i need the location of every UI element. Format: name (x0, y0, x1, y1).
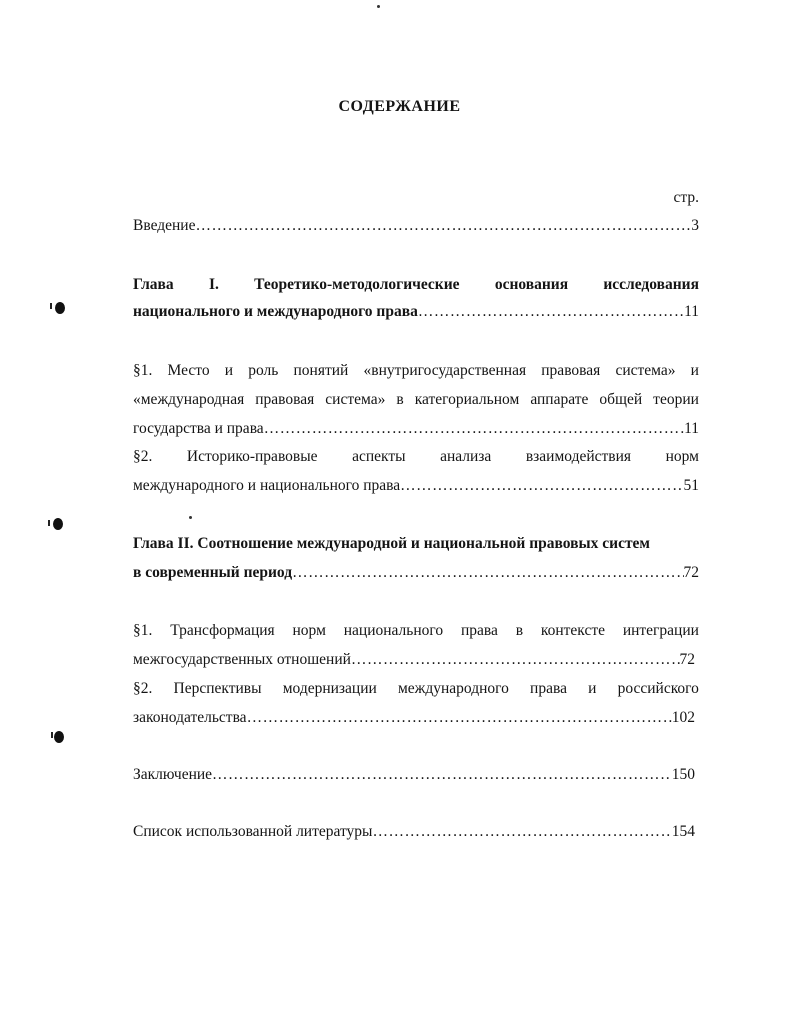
word: аппарате (530, 391, 589, 408)
toc-ch1-sec1-line3[interactable] (133, 419, 699, 439)
word: норм (292, 622, 326, 639)
toc-entry-page: 150 (671, 766, 695, 783)
toc-entry-bibliography[interactable] (133, 822, 695, 842)
dot-leader (264, 419, 684, 439)
word: российского (617, 680, 699, 697)
word: и (588, 680, 597, 697)
toc-ch2-sec1-line2[interactable] (133, 650, 695, 670)
word: национального (343, 622, 444, 639)
toc-ch1-sec2-line1[interactable] (133, 447, 699, 467)
binding-hole-mark (54, 731, 64, 743)
toc-entry-page: 3 (691, 217, 699, 234)
toc-entry-conclusion[interactable] (133, 765, 695, 785)
scan-tick (50, 303, 52, 309)
word: Место (167, 362, 210, 379)
word: в (396, 391, 404, 408)
word: норм (665, 448, 699, 465)
toc-entry-page: 11 (684, 420, 699, 437)
word: Трансформация (170, 622, 275, 639)
toc-entry-page: 102 (671, 709, 695, 726)
word: в (515, 622, 524, 639)
word: исследования (603, 276, 699, 293)
word: категориальном (414, 391, 520, 408)
word: Перспективы (173, 680, 262, 697)
toc-ch1-sec2-line2[interactable] (133, 476, 699, 496)
toc-title: СОДЕРЖАНИЕ (338, 98, 461, 115)
word: права (460, 622, 498, 639)
toc-entry-text: Список использованной литературы (133, 823, 373, 840)
toc-entry-text: национального и международного права (133, 303, 418, 320)
binding-hole-mark (55, 302, 65, 314)
word: §1. (133, 362, 153, 379)
toc-entry-text: государства и права (133, 420, 264, 437)
toc-entry-page: 72 (683, 564, 699, 581)
toc-entry-text: в современный период (133, 564, 293, 581)
dot-leader (372, 822, 671, 842)
word: §2. (133, 680, 153, 697)
toc-chapter2-line2[interactable] (133, 563, 699, 583)
dot-leader (292, 563, 683, 583)
word: §2. (133, 448, 153, 465)
word: роль (248, 362, 279, 379)
word: Глава (133, 276, 174, 293)
toc-entry-intro[interactable] (133, 216, 699, 236)
toc-chapter2-line1[interactable]: Глава II. Соотношение международной и национальной правовых систем (133, 535, 650, 552)
toc-entry-page: 51 (683, 477, 699, 494)
dot-leader (195, 216, 691, 236)
word: права (530, 680, 567, 697)
word: система» (615, 362, 676, 379)
scan-tick (51, 732, 53, 738)
word: международного (397, 680, 509, 697)
toc-ch2-sec2-line2[interactable] (133, 708, 695, 728)
word: общей (599, 391, 643, 408)
scan-speck (377, 5, 380, 8)
dot-leader (212, 765, 672, 785)
word: правовая (541, 362, 601, 379)
toc-entry-page: 11 (684, 303, 699, 320)
toc-chapter1-line2[interactable] (133, 302, 699, 322)
word: модернизации (282, 680, 377, 697)
word: и (224, 362, 234, 379)
toc-entry-page: 154 (671, 823, 695, 840)
scan-tick (48, 520, 50, 526)
word: «международная (133, 391, 245, 408)
word: интеграции (622, 622, 699, 639)
word: I. (208, 276, 219, 293)
word: система» (325, 391, 386, 408)
word: контексте (540, 622, 605, 639)
word: Теоретико-методологические (254, 276, 460, 293)
word: и (690, 362, 699, 379)
toc-entry-text: Заключение (133, 766, 213, 783)
word: Историко-правовые (186, 448, 318, 465)
toc-ch1-sec1-line1[interactable] (133, 361, 699, 381)
word: основания (494, 276, 569, 293)
word: §1. (133, 622, 153, 639)
toc-ch2-sec1-line1[interactable] (133, 621, 699, 641)
word: понятий (293, 362, 349, 379)
toc-entry-page: 72 (679, 651, 695, 668)
toc-entry-text: международного и национального права (133, 477, 401, 494)
word: взаимодействия (525, 448, 632, 465)
toc-entry-text: Введение (133, 217, 196, 234)
dot-leader (351, 650, 680, 670)
toc-entry-text: межгосударственных отношений (133, 651, 351, 668)
word: «внутригосударственная (363, 362, 527, 379)
scan-speck (189, 516, 192, 519)
dot-leader (400, 476, 683, 496)
toc-entry-text: законодательства (133, 709, 247, 726)
binding-hole-mark (53, 518, 63, 530)
dot-leader (247, 708, 672, 728)
word: теории (653, 391, 699, 408)
page-column-label: стр. (673, 189, 699, 206)
dot-leader (418, 302, 684, 322)
word: аспекты (352, 448, 406, 465)
toc-ch1-sec1-line2[interactable] (133, 390, 699, 410)
toc-ch2-sec2-line1[interactable] (133, 679, 699, 699)
word: правовая (255, 391, 315, 408)
word: анализа (440, 448, 492, 465)
toc-chapter1-line1[interactable] (133, 275, 699, 295)
